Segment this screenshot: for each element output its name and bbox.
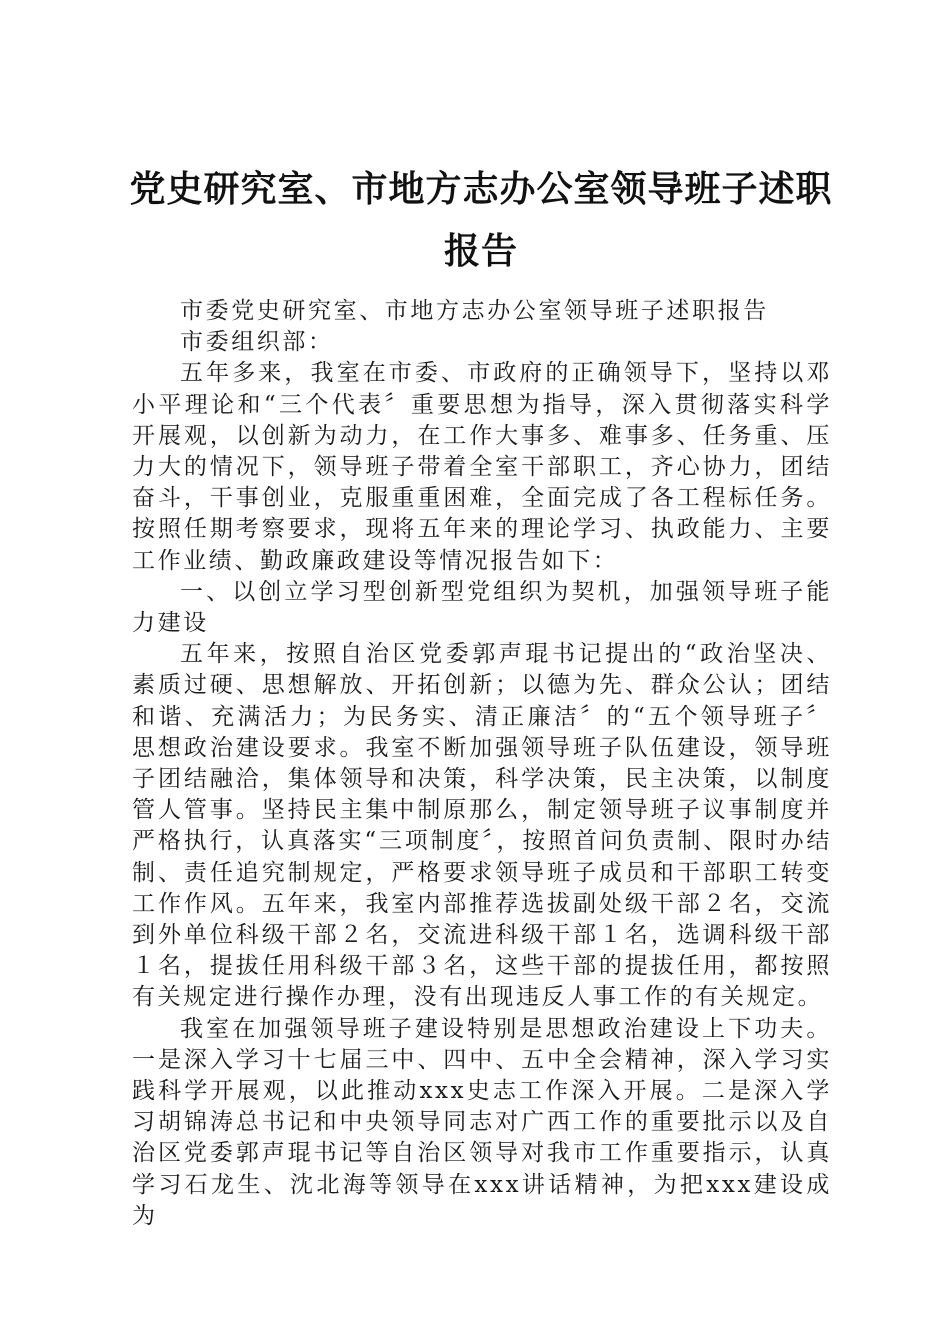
- paragraph-section-1-body: 五年来，按照自治区党委郭声琨书记提出的“政治坚决、素质过硬、思想解放、开拓创新；以德为先、群众公认；团结和谐、充满活力；为民务实、清正廉洁〞的“五个领导班子〞思想政治建设要求。我室不断加强领导班子队伍建设，领导班子团结融洽，集体领导和决策，科学决策，民主决策，以制度管人管事。坚持民主集中制原那么，制定领导班子议事制度并严格执行，认真落实“三项制度〞，按照首问负责制、限时办结制、责任追究制规定，严格要求领导班子成员和干部职工转变工作作风。五年来，我室内部推荐选拔副处级干部２名，交流到外单位科级干部２名，交流进科级干部１名，选调科级干部１名，提拔任用科级干部３名，这些干部的提拔任用，都按照有关规定进行操作办理，没有出现违反人事工作的有关规定。: [132, 641, 832, 1011]
- document-title: 党史研究室、市地方志办公室领导班子述职报告: [129, 168, 833, 272]
- document-body: [132, 296, 832, 1232]
- paragraph-addressee: 市委组织部：: [180, 329, 334, 356]
- paragraph-intro: 五年多来，我室在市委、市政府的正确领导下，坚持以邓小平理论和“三个代表〞重要思想为指导，深入贯彻落实科学开展观，以创新为动力，在工作大事多、难事多、任务重、压力大的情况下，领导班子带着全室干部职工，齐心协力，团结奋斗，干事创业，克服重重困难，全面完成了各工程标任务。按照任期考察要求，现将五年来的理论学习、执政能力、主要工作业绩、勤政廉政建设等情况报告如下：: [132, 360, 832, 574]
- paragraph-political-building: 我室在加强领导班子建设特别是思想政治建设上下功夫。一是深入学习十七届三中、四中、五中全会精神，深入学习实践科学开展观，以此推动xxx史志工作深入开展。二是深入学习胡锦涛总书记和中央领导同志对广西工作的重要批示以及自治区党委郭声琨书记等自治区领导对我市工作重要指示，认真学习石龙生、沈北海等领导在xxx讲话精神，为把xxx建设成为: [132, 1015, 832, 1229]
- section-heading-1: 一、以创立学习型创新型党组织为契机，加强领导班子能力建设: [132, 578, 832, 637]
- paragraph-subtitle: 市委党史研究室、市地方志办公室领导班子述职报告: [180, 298, 769, 324]
